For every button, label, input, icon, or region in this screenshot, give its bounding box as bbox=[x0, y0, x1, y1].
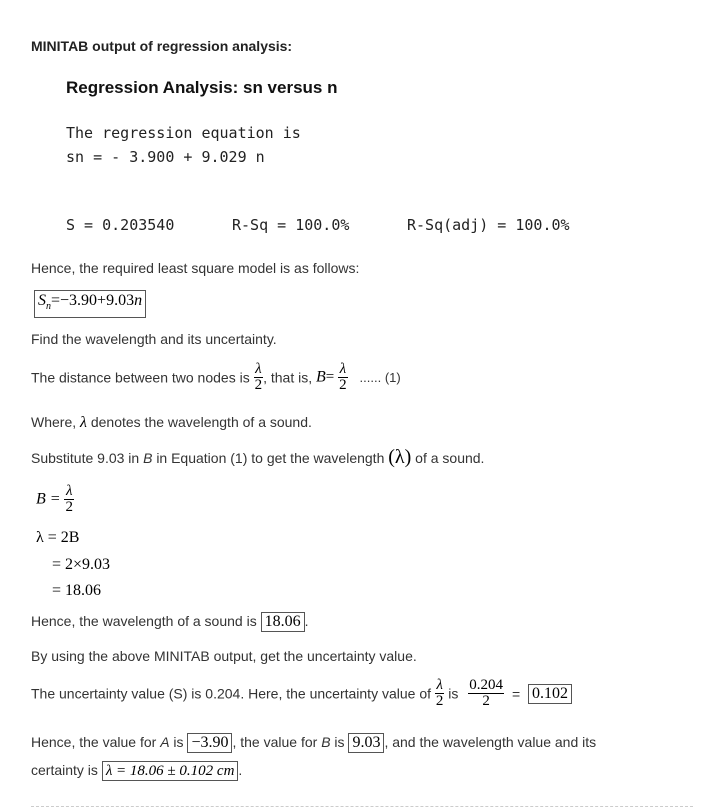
sub-pre: Substitute 9.03 in bbox=[31, 450, 140, 466]
frac-den: 2 bbox=[468, 693, 504, 709]
unc-value-fraction bbox=[468, 678, 504, 709]
paragraph-model-intro: Hence, the required least square model is as follows: bbox=[31, 260, 360, 276]
derivation-line-3: = 2×9.03 bbox=[52, 556, 111, 573]
final-pre: Hence, the value for bbox=[31, 734, 157, 750]
paragraph-uncertainty bbox=[31, 678, 572, 709]
paragraph-distance bbox=[31, 362, 401, 393]
final-mid: , the value for bbox=[232, 734, 318, 750]
sub-post: of a sound. bbox=[415, 450, 485, 466]
model-lhs: S bbox=[38, 292, 46, 309]
section-heading: MINITAB output of regression analysis: bbox=[31, 38, 293, 54]
paragraph-uncertainty-intro: By using the above MINITAB output, get the uncertainty value. bbox=[31, 648, 417, 664]
where-post: denotes the wavelength of a sound. bbox=[90, 414, 312, 430]
model-rhs: =−3.90+9.03 bbox=[51, 292, 135, 309]
frac-num: λ bbox=[255, 361, 262, 377]
frac-den: 2 bbox=[435, 693, 444, 709]
regression-equation-label: The regression equation is bbox=[66, 124, 301, 142]
unc-eq: = bbox=[511, 685, 521, 702]
frac-num: λ bbox=[339, 361, 347, 377]
stat-rsq-adj: R-Sq(adj) = 100.0% bbox=[407, 216, 570, 234]
distance-eq: = bbox=[325, 369, 335, 385]
footer-divider bbox=[31, 806, 693, 807]
frac-num: λ bbox=[436, 677, 443, 693]
paragraph-substitute bbox=[31, 446, 484, 469]
regression-equation: sn = - 3.900 + 9.029 n bbox=[66, 148, 265, 166]
final-is2: is bbox=[334, 734, 345, 750]
frac-num: λ bbox=[65, 483, 73, 499]
paragraph-find: Find the wavelength and its uncertainty. bbox=[31, 331, 277, 347]
unc-is: is bbox=[448, 685, 459, 702]
derivation-line-1 bbox=[36, 484, 74, 515]
frac-den: 2 bbox=[254, 377, 263, 393]
uncertainty-boxed-value: 0.102 bbox=[528, 684, 572, 704]
equation-number: ...... (1) bbox=[359, 370, 401, 385]
final-line2-pre: certainty is bbox=[31, 762, 98, 778]
minitab-title: Regression Analysis: sn versus n bbox=[66, 78, 338, 97]
lambda-over-2-fraction bbox=[254, 362, 264, 393]
final-end: . bbox=[238, 762, 243, 778]
sub-B: B bbox=[143, 450, 153, 466]
lambda-over-2-fraction-2 bbox=[338, 362, 348, 393]
wavelength-boxed-value: 18.06 bbox=[261, 612, 305, 632]
final-is1: is bbox=[173, 734, 184, 750]
where-lambda: λ bbox=[80, 414, 87, 431]
model-var: n bbox=[134, 292, 143, 309]
stat-rsq: R-Sq = 100.0% bbox=[232, 216, 350, 234]
paragraph-where bbox=[31, 414, 312, 432]
sub-lambda-paren: (λ) bbox=[388, 446, 412, 468]
derivation-line-4: = 18.06 bbox=[52, 582, 102, 599]
wl-pre: Hence, the wavelength of a sound is bbox=[31, 613, 257, 629]
final-post: , and the wavelength value and its bbox=[384, 734, 597, 750]
A-boxed-value: −3.90 bbox=[187, 733, 232, 753]
distance-text-mid: , that is, bbox=[263, 369, 313, 386]
frac-num: 0.204 bbox=[469, 677, 504, 693]
final-wavelength-boxed: λ = 18.06 ± 0.102 cm bbox=[102, 761, 239, 781]
model-sub: n bbox=[46, 301, 51, 313]
B-boxed-value: 9.03 bbox=[348, 733, 384, 753]
paragraph-final-line-1 bbox=[31, 733, 596, 753]
wl-post: . bbox=[304, 613, 309, 629]
distance-B: B bbox=[316, 368, 326, 386]
where-pre: Where, bbox=[31, 414, 77, 430]
frac-den: 2 bbox=[339, 377, 347, 393]
model-equation-box bbox=[34, 290, 146, 318]
stat-s: S = 0.203540 bbox=[66, 216, 175, 234]
final-A: A bbox=[160, 734, 170, 750]
paragraph-wavelength-result bbox=[31, 612, 308, 632]
paragraph-final-line-2 bbox=[31, 761, 242, 781]
final-B: B bbox=[321, 734, 331, 750]
frac-den: 2 bbox=[65, 499, 73, 515]
unc-lambda-fraction bbox=[435, 678, 445, 709]
deriv-B-eq: B = bbox=[36, 490, 61, 508]
distance-text-pre: The distance between two nodes is bbox=[31, 369, 250, 386]
derivation-line-2: λ = 2B bbox=[36, 529, 80, 546]
deriv-fraction bbox=[64, 484, 74, 515]
sub-mid: in Equation (1) to get the wavelength bbox=[156, 450, 385, 466]
unc-pre: The uncertainty value (S) is 0.204. Here, the uncertainty value of bbox=[31, 685, 431, 702]
